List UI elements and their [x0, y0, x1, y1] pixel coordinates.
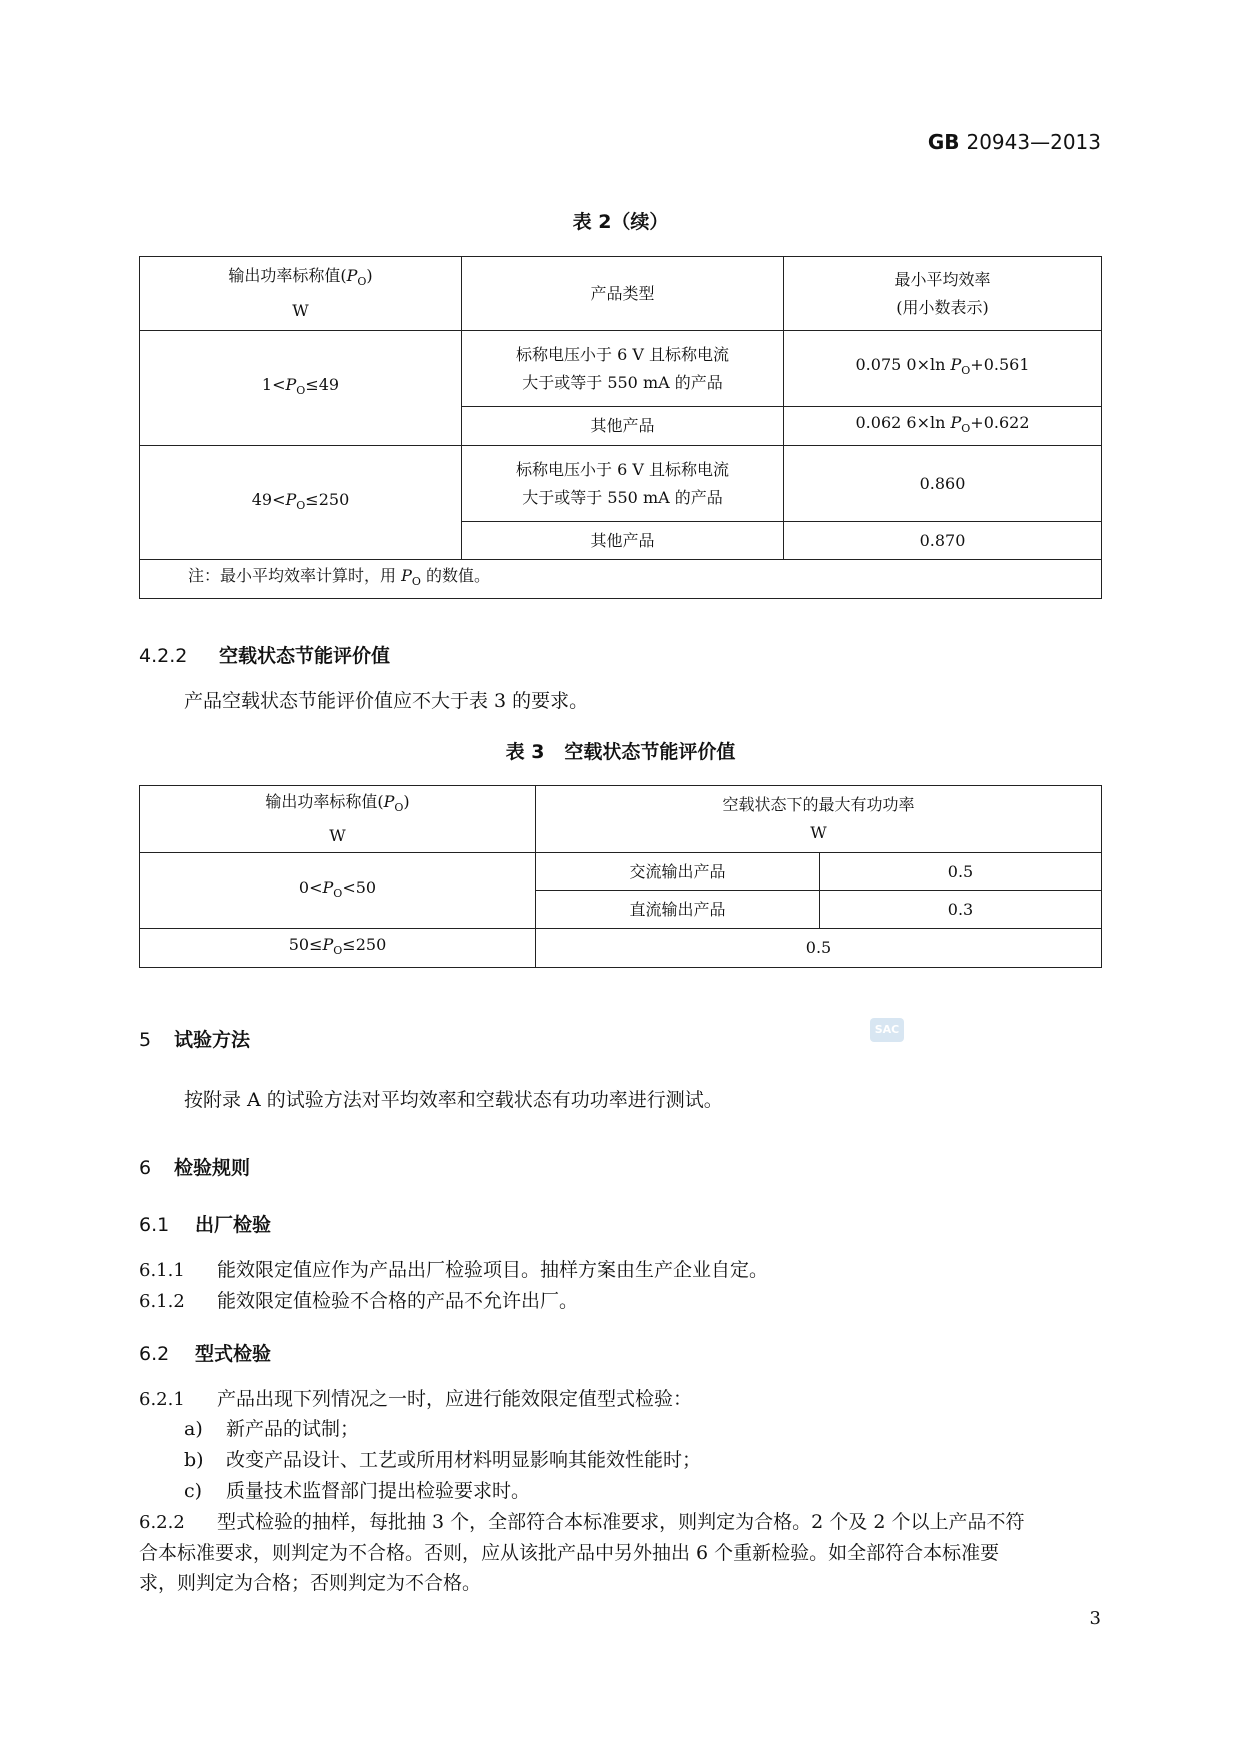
- table3-range: $50\le P_O\le 250$: [140, 929, 536, 968]
- page-number: 3: [1089, 1608, 1101, 1629]
- table3-value: 0.5: [536, 929, 1102, 968]
- table3-header-max-power: 空载状态下的最大有功功率 W: [536, 786, 1102, 853]
- table2-efficiency: 0.062 6×ln $P_O+0.622$: [784, 407, 1102, 446]
- table2-header-efficiency: 最小平均效率 (用小数表示): [784, 257, 1102, 331]
- table3-header-power: 输出功率标称值$(P_O)$ W: [140, 786, 536, 853]
- section-5-text: 按附录 A 的试验方法对平均效率和空载状态有功功率进行测试。: [184, 1089, 723, 1111]
- section-4-2-2-text: 产品空载状态节能评价值应不大于表 3 的要求。: [184, 690, 589, 712]
- table2: [139, 256, 1102, 599]
- list-item: c) 质量技术监督部门提出检验要求时。: [184, 1480, 531, 1502]
- table2-efficiency: 0.860: [784, 446, 1102, 522]
- table2-row: [140, 331, 1102, 407]
- table3-ac-value: 0.5: [820, 853, 1102, 891]
- table3-dc-value: 0.3: [820, 891, 1102, 929]
- section-6-2-1: 6.2.1 产品出现下列情况之一时，应进行能效限定值型式检验：: [139, 1388, 693, 1410]
- table2-note-row: [140, 560, 1102, 599]
- table2-range: $1<P_O\le 49$: [140, 331, 462, 446]
- table3-ac-label: 交流输出产品: [536, 853, 820, 891]
- section-4-2-2-heading: 4.2.2 空载状态节能评价值: [139, 645, 391, 667]
- standard-code: GB: [927, 130, 960, 154]
- standard-year: 20943—2013: [966, 130, 1101, 154]
- table3-row: [140, 853, 1102, 891]
- section-6-2-heading: 6.2 型式检验: [139, 1343, 272, 1365]
- table2-header-unit: W: [292, 300, 309, 320]
- table2-header-power: 输出功率标称值$(P_O)$ W: [140, 257, 462, 331]
- section-6-1-2: 6.1.2 能效限定值检验不合格的产品不允许出厂。: [139, 1290, 579, 1312]
- table2-range: $49<P_O\le 250$: [140, 446, 462, 560]
- table3-dc-label: 直流输出产品: [536, 891, 820, 929]
- section-6-heading: 6 检验规则: [139, 1157, 251, 1179]
- table2-header-row: [140, 257, 1102, 331]
- section-6-1-1: 6.1.1 能效限定值应作为产品出厂检验项目。抽样方案由生产企业自定。: [139, 1259, 769, 1281]
- table3-header-row: [140, 786, 1102, 853]
- standard-number: [928, 130, 1101, 154]
- table2-efficiency: 0.075 0×ln $P_O+0.561$: [784, 331, 1102, 407]
- table3-row: [140, 929, 1102, 968]
- table2-note: 注：最小平均效率计算时，用 $P_O$ 的数值。: [140, 560, 1102, 599]
- table2-row: [140, 446, 1102, 522]
- table2-product-type: 标称电压小于 6 V 且标称电流 大于或等于 550 mA 的产品: [462, 331, 784, 407]
- table3-range: $0<P_O<50$: [140, 853, 536, 929]
- table2-caption: 表 2（续）: [572, 211, 669, 233]
- sac-logo: SAC: [870, 1018, 904, 1042]
- table2-header-type: 产品类型: [462, 257, 784, 331]
- section-6-1-heading: 6.1 出厂检验: [139, 1214, 272, 1236]
- table3: [139, 785, 1102, 968]
- section-5-heading: 5 试验方法: [139, 1029, 251, 1051]
- section-6-2-2: 6.2.2 型式检验的抽样，每批抽 3 个，全部符合本标准要求，则判定为合格。2 个及 2 个以上产品不符 合本标准要求，则判定为不合格。否则，应从该批产品中另外抽出 6 个重新检验。如全部符合本标准要 求，则判定为合格；否则判定为不合格。: [139, 1511, 1025, 1594]
- table2-product-type: 标称电压小于 6 V 且标称电流 大于或等于 550 mA 的产品: [462, 446, 784, 522]
- table2-efficiency: 0.870: [784, 522, 1102, 560]
- table2-product-type: 其他产品: [462, 522, 784, 560]
- list-item: a) 新产品的试制；: [184, 1418, 360, 1440]
- table2-product-type: 其他产品: [462, 407, 784, 446]
- list-item: b) 改变产品设计、工艺或所用材料明显影响其能效性能时；: [184, 1449, 702, 1471]
- table3-caption: 表 3 空载状态节能评价值: [505, 741, 736, 763]
